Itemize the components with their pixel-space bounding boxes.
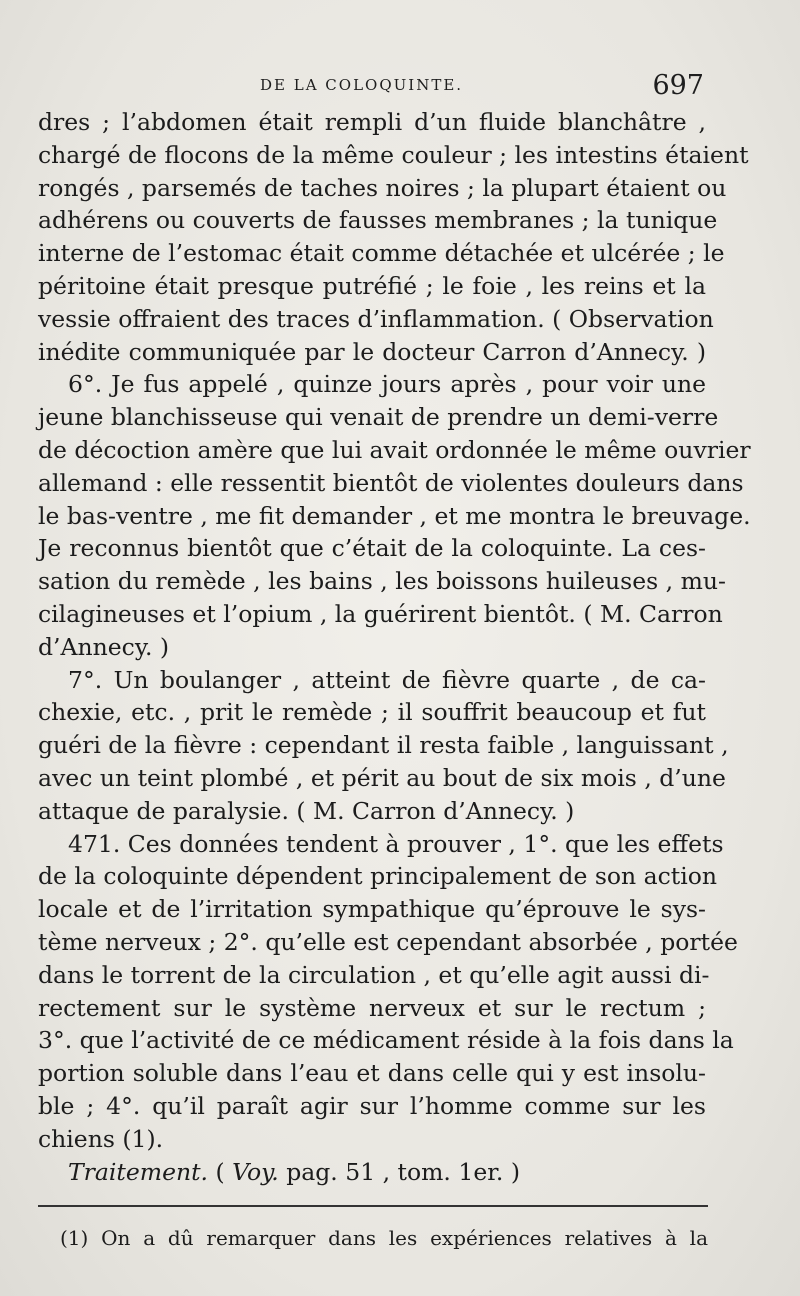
text-line: 3°. que l’activité de ce médicament réside à la fois dans la	[38, 1026, 734, 1055]
text-line: chargé de flocons de la même couleur ; les intestins étaient	[38, 140, 749, 169]
text-line: de décoction amère que lui avait ordonnée le même ouvrier	[38, 435, 751, 464]
text-line: rongés , parsemés de taches noires ; la plupart étaient ou	[38, 173, 727, 202]
text-line: tème nerveux ; 2°. qu’elle est cependant absorbée , portée	[38, 927, 738, 956]
paragraph-start-line: 6°. Je fus appelé , quinze jours après , pour voir une	[68, 370, 706, 399]
text-line: chiens (1).	[38, 1124, 164, 1153]
text-line: dans le torrent de la circulation , et qu’elle agit aussi di-	[38, 960, 710, 989]
paragraph-start-line: 471. Ces données tendent à prouver , 1°. que les effets	[68, 829, 724, 858]
text-line: sation du remède , les bains , les boissons huileuses , mu-	[38, 567, 726, 596]
text-line: locale et de l’irritation sympathique qu’éprouve le sys-	[38, 895, 706, 924]
treatment-voy: Voy.	[232, 1157, 279, 1186]
footnote: (1) On a dû remarquer dans les expériences relatives à la	[60, 1226, 708, 1250]
text-line: dres ; l’abdomen était rempli d’un fluide blanchâtre ,	[38, 108, 706, 136]
treatment-label: Traitement.	[68, 1157, 209, 1186]
text-line: allemand : elle ressentit bientôt de violentes douleurs dans	[38, 468, 744, 497]
text-line: portion soluble dans l’eau et dans celle qui y est insolu-	[38, 1059, 706, 1088]
text-line: jeune blanchisseuse qui venait de prendre un demi-verre	[38, 403, 719, 432]
page-number: 697	[652, 70, 704, 101]
text-line: de la coloquinte dépendent principalement de son action	[38, 862, 718, 891]
text-line: chexie, etc. , prit le remède ; il souffrit beaucoup et fut	[38, 698, 706, 727]
text-line: d’Annecy. )	[38, 632, 170, 661]
text-line: rectement sur le système nerveux et sur le rectum ;	[38, 993, 706, 1022]
text-line: vessie offraient des traces d’inflammation. ( Observation	[38, 304, 714, 333]
footnote-rule	[38, 1205, 708, 1207]
text-line: adhérens ou couverts de fausses membranes ; la tunique	[38, 206, 718, 235]
text-line: avec un teint plombé , et périt au bout de six mois , d’une	[38, 763, 726, 792]
text-line: attaque de paralysie. ( M. Carron d’Annecy. )	[38, 796, 575, 825]
text-line: péritoine était presque putréfié ; le foie , les reins et la	[38, 271, 706, 300]
body-text	[38, 106, 751, 1188]
text-line: inédite communiquée par le docteur Carron d’Annecy. )	[38, 337, 706, 366]
text-line: guéri de la fièvre : cependant il resta faible , languissant ,	[38, 731, 729, 760]
text-line: ble ; 4°. qu’il paraît agir sur l’homme comme sur les	[38, 1091, 706, 1120]
text-line: interne de l’estomac était comme détachée et ulcérée ; le	[38, 239, 725, 268]
text-line: cilagineuses et l’opium , la guérirent bientôt. ( M. Carron	[38, 599, 723, 628]
treatment-ref-rest: pag. 51 , tom. 1er. )	[278, 1157, 520, 1186]
text-line: Je reconnus bientôt que c’était de la coloquinte. La ces-	[38, 534, 706, 563]
text-line: le bas-ventre , me fit demander , et me montra le breuvage.	[38, 501, 751, 530]
paragraph-start-line: 7°. Un boulanger , atteint de fièvre quarte , de ca-	[68, 665, 706, 694]
running-title: DE LA COLOQUINTE.	[260, 76, 464, 94]
treatment-reference-line	[38, 1156, 706, 1189]
treatment-ref-open: (	[208, 1157, 233, 1186]
